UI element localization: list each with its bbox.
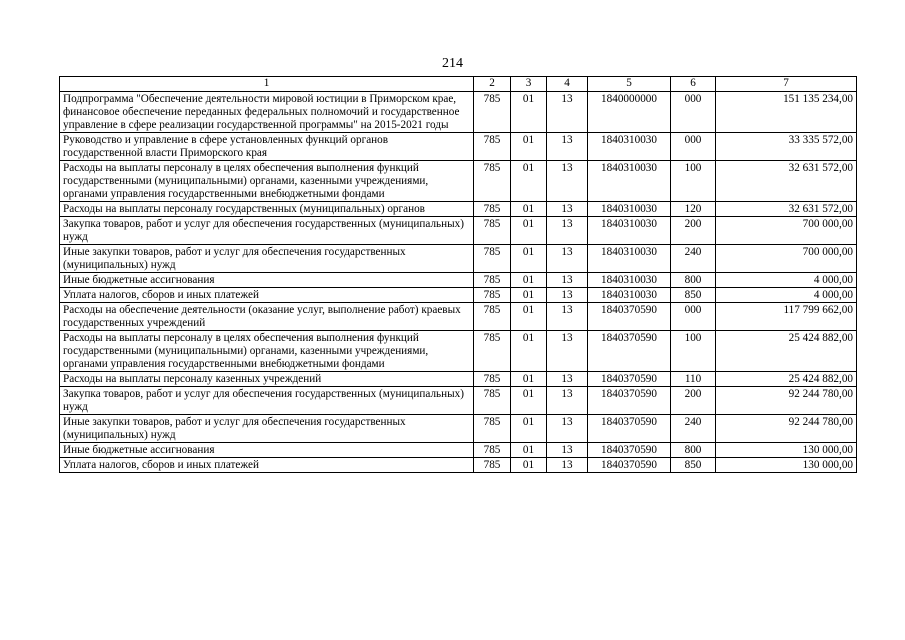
table-row bbox=[60, 161, 857, 202]
cell-expense-type: 850 bbox=[671, 288, 716, 303]
cell-section: 01 bbox=[511, 161, 547, 202]
cell-ministry-code: 785 bbox=[474, 303, 511, 331]
cell-expense-type: 000 bbox=[671, 92, 716, 133]
cell-target-article: 1840310030 bbox=[588, 273, 671, 288]
cell-target-article: 1840370590 bbox=[588, 372, 671, 387]
cell-target-article: 1840370590 bbox=[588, 303, 671, 331]
cell-target-article: 1840370590 bbox=[588, 415, 671, 443]
cell-expense-type: 200 bbox=[671, 217, 716, 245]
table-row bbox=[60, 443, 857, 458]
table-row bbox=[60, 217, 857, 245]
cell-section: 01 bbox=[511, 303, 547, 331]
cell-subsection: 13 bbox=[547, 273, 588, 288]
cell-expense-type: 000 bbox=[671, 303, 716, 331]
column-header: 3 bbox=[511, 77, 547, 92]
cell-expense-type: 100 bbox=[671, 161, 716, 202]
row-name: Расходы на выплаты персоналу государственных (муниципальных) органов bbox=[60, 202, 474, 217]
cell-amount: 130 000,00 bbox=[716, 458, 857, 473]
cell-expense-type: 800 bbox=[671, 443, 716, 458]
table-row bbox=[60, 372, 857, 387]
row-name: Расходы на выплаты персоналу в целях обеспечения выполнения функций государственными (муниципальными) органами, казенными учреждениями, органами управления государственными внебюджетными фондами bbox=[60, 161, 474, 202]
cell-section: 01 bbox=[511, 443, 547, 458]
table-row bbox=[60, 245, 857, 273]
cell-section: 01 bbox=[511, 202, 547, 217]
row-name: Иные закупки товаров, работ и услуг для обеспечения государственных (муниципальных) нужд bbox=[60, 415, 474, 443]
table-header-row bbox=[60, 77, 857, 92]
cell-subsection: 13 bbox=[547, 161, 588, 202]
cell-subsection: 13 bbox=[547, 372, 588, 387]
cell-ministry-code: 785 bbox=[474, 202, 511, 217]
cell-subsection: 13 bbox=[547, 288, 588, 303]
cell-target-article: 1840370590 bbox=[588, 331, 671, 372]
cell-target-article: 1840310030 bbox=[588, 202, 671, 217]
row-name: Уплата налогов, сборов и иных платежей bbox=[60, 288, 474, 303]
cell-section: 01 bbox=[511, 273, 547, 288]
table-row bbox=[60, 458, 857, 473]
column-header: 4 bbox=[547, 77, 588, 92]
cell-amount: 92 244 780,00 bbox=[716, 415, 857, 443]
cell-amount: 130 000,00 bbox=[716, 443, 857, 458]
cell-subsection: 13 bbox=[547, 331, 588, 372]
cell-expense-type: 120 bbox=[671, 202, 716, 217]
cell-ministry-code: 785 bbox=[474, 245, 511, 273]
cell-ministry-code: 785 bbox=[474, 288, 511, 303]
cell-amount: 117 799 662,00 bbox=[716, 303, 857, 331]
cell-target-article: 1840370590 bbox=[588, 443, 671, 458]
table-row bbox=[60, 331, 857, 372]
column-header: 6 bbox=[671, 77, 716, 92]
row-name: Подпрограмма "Обеспечение деятельности мировой юстиции в Приморском крае, финансовое обеспечение переданных федеральных полномочий и государственное управление в сфере реализации государственной программы" на 2015-2021 годы bbox=[60, 92, 474, 133]
column-header: 1 bbox=[60, 77, 474, 92]
cell-target-article: 1840310030 bbox=[588, 245, 671, 273]
cell-ministry-code: 785 bbox=[474, 161, 511, 202]
cell-subsection: 13 bbox=[547, 415, 588, 443]
cell-ministry-code: 785 bbox=[474, 217, 511, 245]
cell-ministry-code: 785 bbox=[474, 273, 511, 288]
cell-expense-type: 200 bbox=[671, 387, 716, 415]
cell-expense-type: 800 bbox=[671, 273, 716, 288]
cell-subsection: 13 bbox=[547, 245, 588, 273]
row-name: Руководство и управление в сфере установленных функций органов государственной власти Приморского края bbox=[60, 133, 474, 161]
cell-amount: 700 000,00 bbox=[716, 217, 857, 245]
cell-target-article: 1840310030 bbox=[588, 161, 671, 202]
cell-amount: 700 000,00 bbox=[716, 245, 857, 273]
cell-expense-type: 110 bbox=[671, 372, 716, 387]
cell-section: 01 bbox=[511, 415, 547, 443]
cell-amount: 25 424 882,00 bbox=[716, 331, 857, 372]
cell-section: 01 bbox=[511, 245, 547, 273]
cell-expense-type: 100 bbox=[671, 331, 716, 372]
row-name: Закупка товаров, работ и услуг для обеспечения государственных (муниципальных) нужд bbox=[60, 217, 474, 245]
cell-amount: 32 631 572,00 bbox=[716, 161, 857, 202]
cell-amount: 4 000,00 bbox=[716, 273, 857, 288]
cell-target-article: 1840310030 bbox=[588, 217, 671, 245]
row-name: Расходы на выплаты персоналу в целях обеспечения выполнения функций государственными (муниципальными) органами, казенными учреждениями, органами управления государственными внебюджетными фондами bbox=[60, 331, 474, 372]
cell-section: 01 bbox=[511, 331, 547, 372]
cell-subsection: 13 bbox=[547, 443, 588, 458]
cell-expense-type: 000 bbox=[671, 133, 716, 161]
cell-target-article: 1840310030 bbox=[588, 133, 671, 161]
row-name: Расходы на выплаты персоналу казенных учреждений bbox=[60, 372, 474, 387]
cell-subsection: 13 bbox=[547, 217, 588, 245]
cell-amount: 4 000,00 bbox=[716, 288, 857, 303]
cell-ministry-code: 785 bbox=[474, 331, 511, 372]
cell-section: 01 bbox=[511, 387, 547, 415]
page-number: 214 bbox=[442, 56, 463, 71]
cell-ministry-code: 785 bbox=[474, 387, 511, 415]
cell-subsection: 13 bbox=[547, 303, 588, 331]
column-header: 2 bbox=[474, 77, 511, 92]
table-row bbox=[60, 202, 857, 217]
cell-ministry-code: 785 bbox=[474, 372, 511, 387]
column-header: 7 bbox=[716, 77, 857, 92]
cell-ministry-code: 785 bbox=[474, 92, 511, 133]
cell-target-article: 1840310030 bbox=[588, 288, 671, 303]
table-row bbox=[60, 133, 857, 161]
cell-amount: 32 631 572,00 bbox=[716, 202, 857, 217]
row-name: Расходы на обеспечение деятельности (оказание услуг, выполнение работ) краевых государственных учреждений bbox=[60, 303, 474, 331]
cell-ministry-code: 785 bbox=[474, 443, 511, 458]
cell-ministry-code: 785 bbox=[474, 133, 511, 161]
cell-subsection: 13 bbox=[547, 458, 588, 473]
row-name: Иные бюджетные ассигнования bbox=[60, 273, 474, 288]
row-name: Иные бюджетные ассигнования bbox=[60, 443, 474, 458]
cell-amount: 92 244 780,00 bbox=[716, 387, 857, 415]
cell-subsection: 13 bbox=[547, 92, 588, 133]
cell-expense-type: 240 bbox=[671, 245, 716, 273]
cell-target-article: 1840000000 bbox=[588, 92, 671, 133]
table-row bbox=[60, 273, 857, 288]
table-row bbox=[60, 288, 857, 303]
cell-expense-type: 850 bbox=[671, 458, 716, 473]
budget-table bbox=[59, 76, 857, 473]
cell-subsection: 13 bbox=[547, 387, 588, 415]
cell-section: 01 bbox=[511, 133, 547, 161]
cell-ministry-code: 785 bbox=[474, 415, 511, 443]
cell-section: 01 bbox=[511, 217, 547, 245]
column-header: 5 bbox=[588, 77, 671, 92]
cell-subsection: 13 bbox=[547, 133, 588, 161]
cell-expense-type: 240 bbox=[671, 415, 716, 443]
table-row bbox=[60, 415, 857, 443]
row-name: Уплата налогов, сборов и иных платежей bbox=[60, 458, 474, 473]
table-row bbox=[60, 387, 857, 415]
row-name: Иные закупки товаров, работ и услуг для обеспечения государственных (муниципальных) нужд bbox=[60, 245, 474, 273]
table-row bbox=[60, 92, 857, 133]
cell-amount: 25 424 882,00 bbox=[716, 372, 857, 387]
cell-ministry-code: 785 bbox=[474, 458, 511, 473]
table-row bbox=[60, 303, 857, 331]
cell-amount: 151 135 234,00 bbox=[716, 92, 857, 133]
cell-amount: 33 335 572,00 bbox=[716, 133, 857, 161]
cell-section: 01 bbox=[511, 372, 547, 387]
cell-section: 01 bbox=[511, 92, 547, 133]
cell-target-article: 1840370590 bbox=[588, 387, 671, 415]
cell-section: 01 bbox=[511, 288, 547, 303]
cell-section: 01 bbox=[511, 458, 547, 473]
cell-target-article: 1840370590 bbox=[588, 458, 671, 473]
cell-subsection: 13 bbox=[547, 202, 588, 217]
row-name: Закупка товаров, работ и услуг для обеспечения государственных (муниципальных) нужд bbox=[60, 387, 474, 415]
